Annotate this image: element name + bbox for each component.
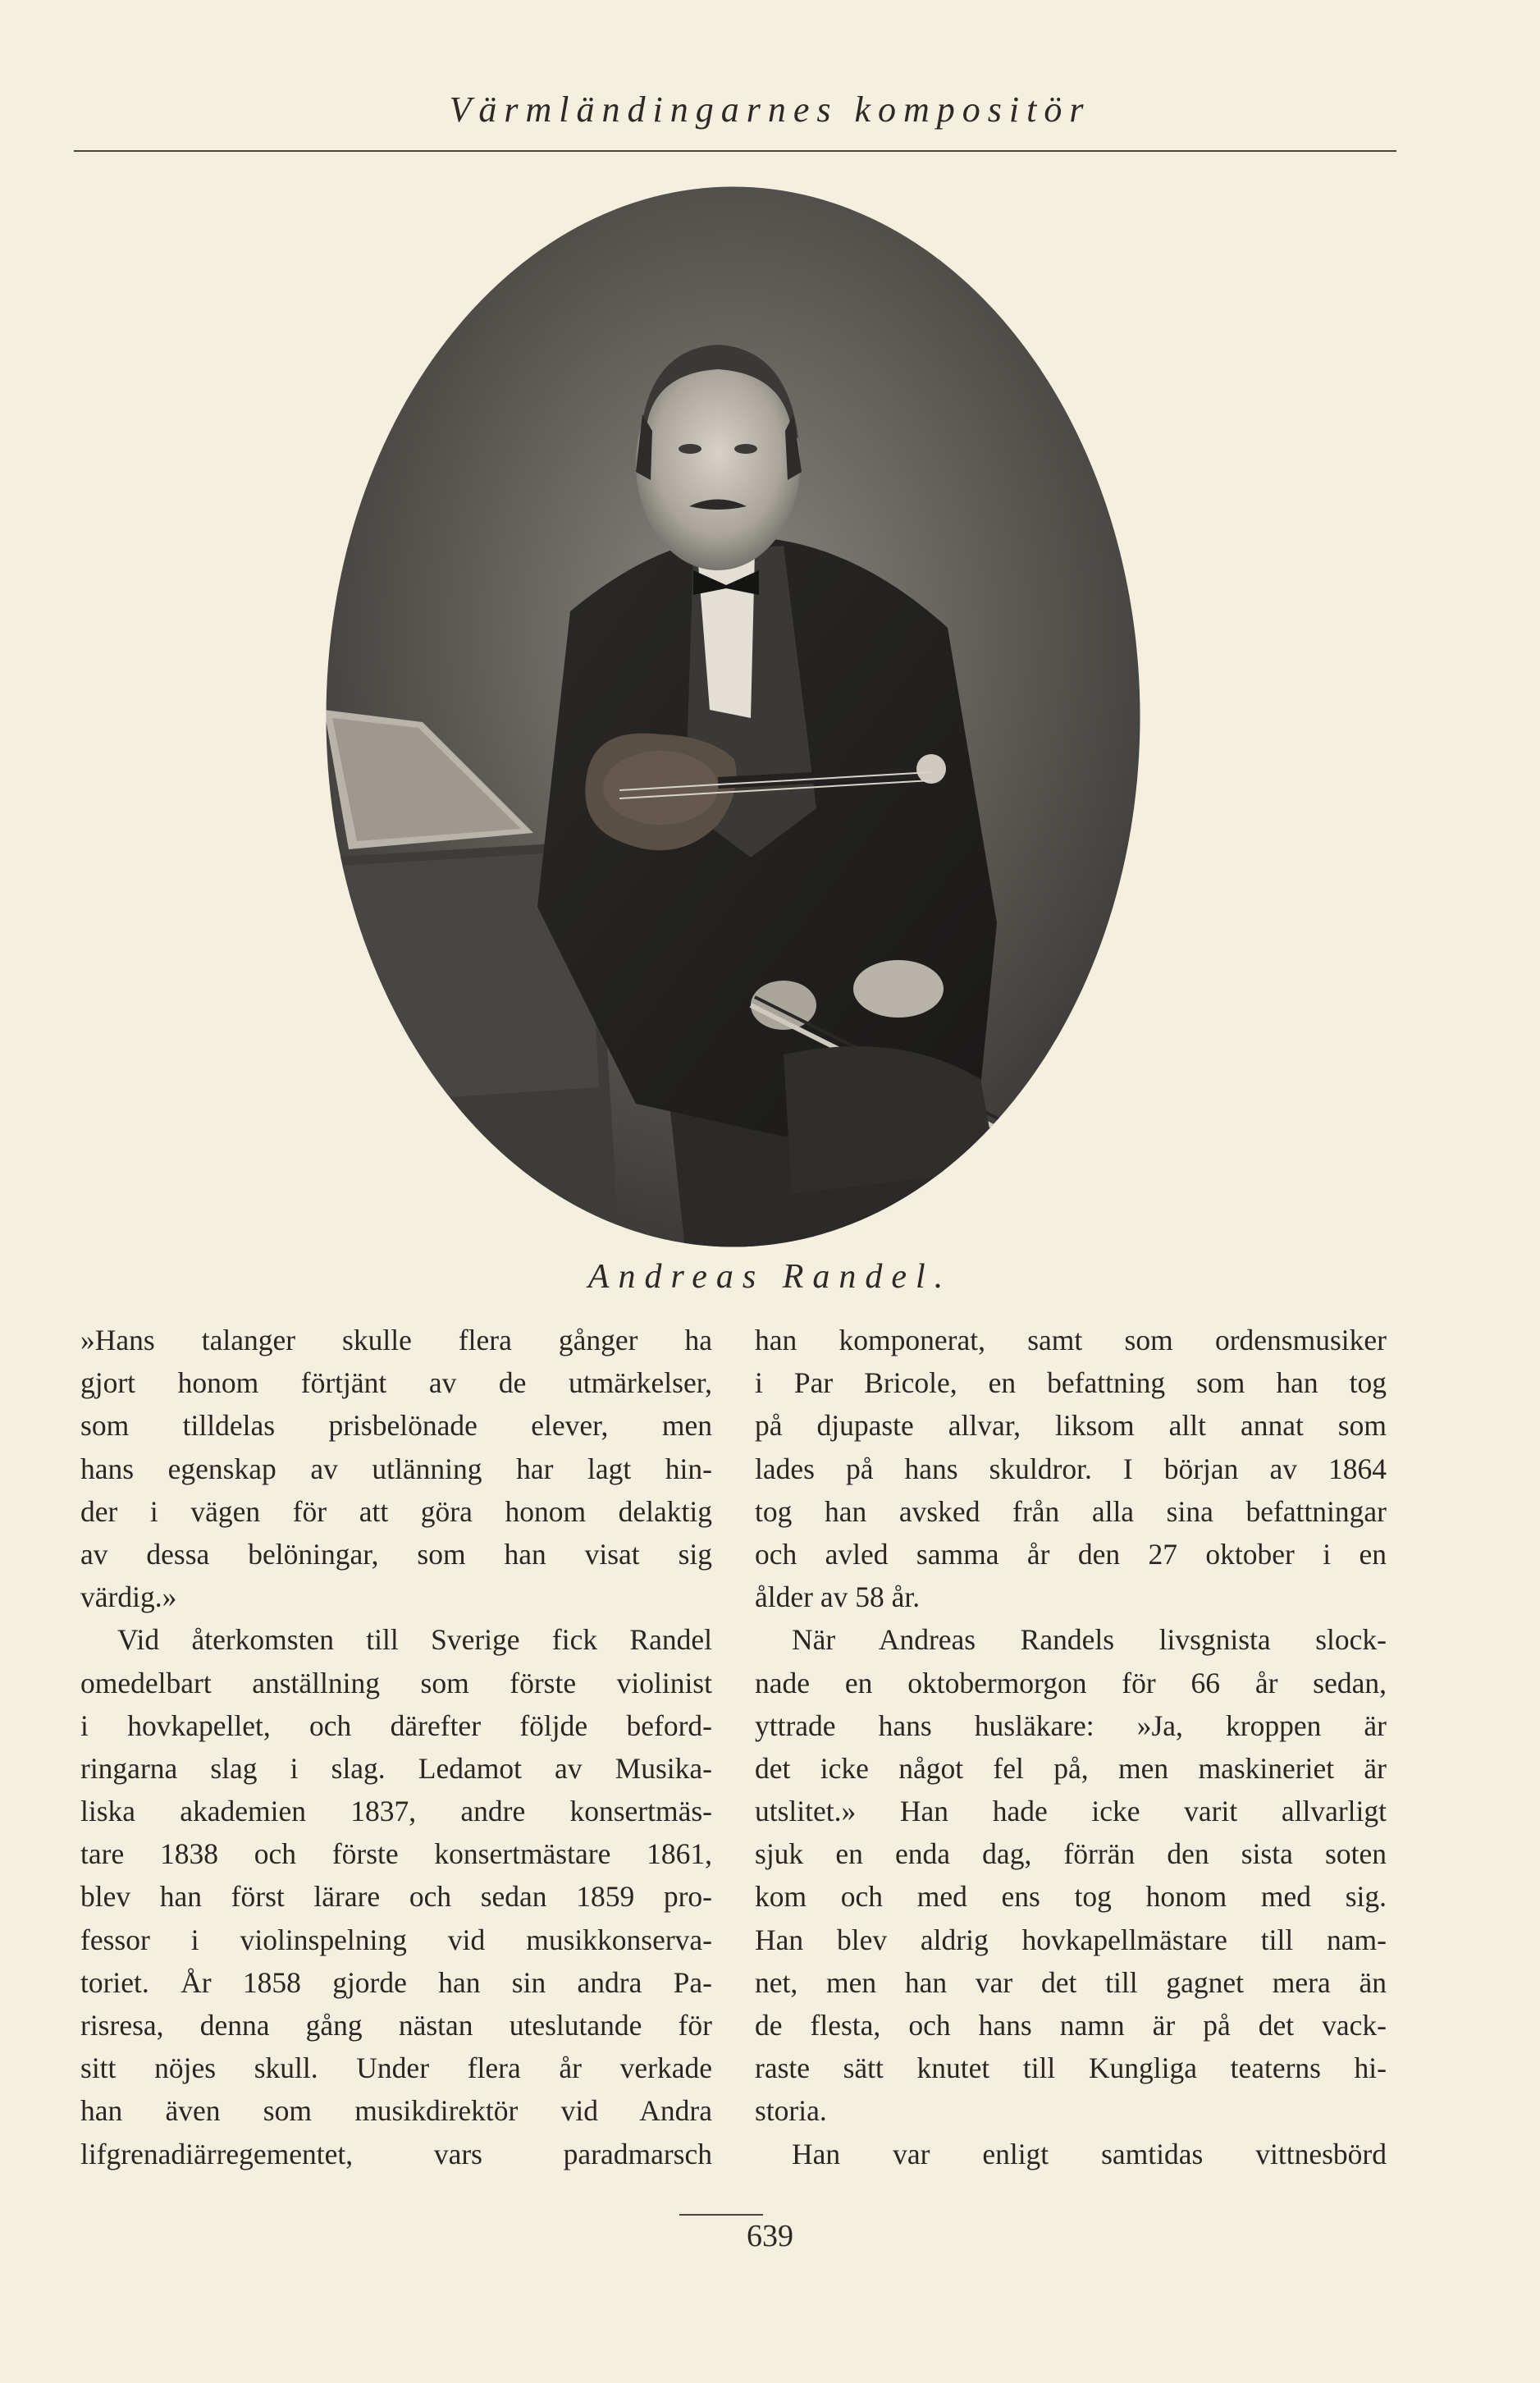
text-line: Vid återkomsten till Sverige fick Randel <box>117 1623 712 1657</box>
text-line: och avled samma år den 27 oktober i en <box>755 1537 1387 1571</box>
text-line: storia. <box>755 2094 827 2128</box>
text-line: nade en oktobermorgon för 66 år sedan, <box>755 1666 1387 1699</box>
header-rule <box>74 150 1396 152</box>
text-line: kom och med ens tog honom med sig. <box>755 1880 1387 1914</box>
text-line: Han blev aldrig hovkapellmästare till nam- <box>755 1923 1387 1956</box>
text-line: yttrade hans husläkare: »Ja, kroppen är <box>755 1708 1387 1742</box>
text-line: lifgrenadiärregementet, vars paradmarsch <box>80 2137 712 2170</box>
right-column <box>755 1319 1387 2175</box>
text-line: net, men han var det till gagnet mera än <box>755 1965 1387 1999</box>
text-line: tare 1838 och förste konsertmästare 1861, <box>80 1837 712 1871</box>
text-line: på djupaste allvar, liksom allt annat som <box>755 1409 1387 1443</box>
text-line: der i vägen för att göra honom delaktig <box>80 1494 712 1528</box>
text-line: tog han avsked från alla sina befattningar <box>755 1494 1387 1528</box>
text-line: i hovkapellet, och därefter följde beford- <box>80 1708 712 1742</box>
text-line: raste sätt knutet till Kungliga teaterns hi- <box>755 2051 1387 2085</box>
running-header: Värmländingarnes kompositör <box>449 89 1091 130</box>
text-line: omedelbart anställning som förste violinist <box>80 1666 712 1699</box>
text-line: hans egenskap av utlänning har lagt hin- <box>80 1452 712 1485</box>
text-line: blev han först lärare och sedan 1859 pro- <box>80 1880 712 1914</box>
text-line: sjuk en enda dag, förrän den sista soten <box>755 1837 1387 1871</box>
text-line: av dessa belöningar, som han visat sig <box>80 1537 712 1571</box>
text-line: som tilldelas prisbelönade elever, men <box>80 1409 712 1443</box>
text-line: värdig.» <box>80 1580 177 1614</box>
text-line: ålder av 58 år. <box>755 1580 921 1614</box>
text-line: de flesta, och hans namn är på det vack- <box>755 2009 1387 2042</box>
text-line: risresa, denna gång nästan uteslutande för <box>80 2009 712 2042</box>
portrait-photograph <box>324 185 1142 1249</box>
text-line: toriet. År 1858 gjorde han sin andra Pa- <box>80 1965 712 1999</box>
text-line: lades på hans skuldror. I början av 1864 <box>755 1452 1387 1485</box>
text-line: han komponerat, samt som ordensmusiker <box>755 1324 1387 1356</box>
text-line: »Hans talanger skulle flera gånger ha <box>80 1324 712 1356</box>
text-line: i Par Bricole, en befattning som han tog <box>755 1366 1387 1400</box>
left-column <box>80 1319 712 2175</box>
text-line: utslitet.» Han hade icke varit allvarligt <box>755 1795 1387 1828</box>
text-line: fessor i violinspelning vid musikkonserva- <box>80 1923 712 1956</box>
text-line: liska akademien 1837, andre konsertmäs- <box>80 1795 712 1828</box>
text-line: gjort honom förtjänt av de utmärkelser, <box>80 1366 712 1400</box>
figure-caption: Andreas Randel. <box>587 1258 953 1296</box>
text-line: När Andreas Randels livsgnista slock- <box>792 1623 1387 1657</box>
text-line: sitt nöjes skull. Under flera år verkade <box>80 2051 712 2085</box>
text-line: ringarna slag i slag. Ledamot av Musika- <box>80 1751 712 1785</box>
text-line: han även som musikdirektör vid Andra <box>80 2094 712 2128</box>
text-line: det icke något fel på, men maskineriet är <box>755 1751 1387 1785</box>
text-line: Han var enligt samtidas vittnesbörd <box>792 2137 1387 2170</box>
page-number: 639 <box>747 2219 793 2253</box>
page-number-rule <box>679 2214 763 2216</box>
